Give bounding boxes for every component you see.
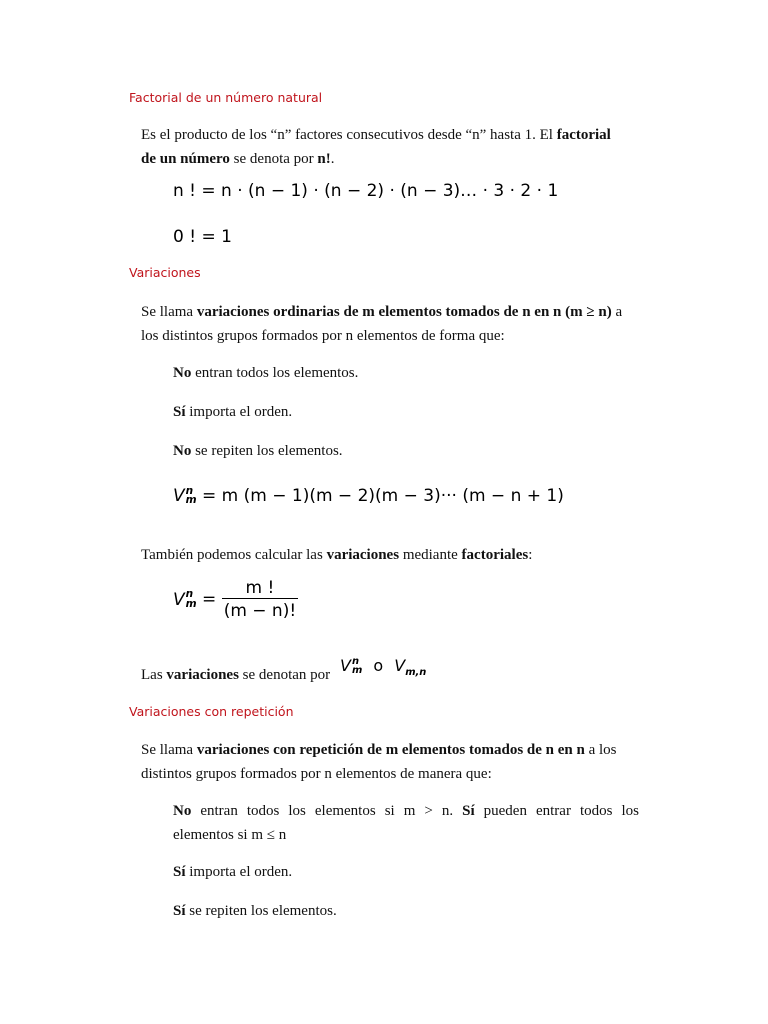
formula-rhs: = m (m − 1)(m − 2)(m − 3)··· (m − n + 1) xyxy=(202,486,564,506)
text-span: importa el orden. xyxy=(185,404,293,420)
text-span: se repiten los elementos. xyxy=(191,443,343,459)
text-span: importa el orden. xyxy=(185,864,293,880)
list-item xyxy=(173,799,639,847)
bold-term: No xyxy=(173,443,192,459)
bold-term: factoriales xyxy=(461,547,529,563)
fraction xyxy=(222,578,298,621)
v-letter: V xyxy=(394,656,406,675)
subscript: m,n xyxy=(405,667,427,679)
heading-variaciones: Variaciones xyxy=(129,265,201,280)
text-span: entran todos los elementos si m > n. xyxy=(191,803,463,819)
text-span: Se llama xyxy=(141,304,197,320)
list-item xyxy=(173,361,639,385)
superscript: n xyxy=(185,588,194,601)
bold-term: variaciones xyxy=(166,667,239,683)
bold-term: variaciones xyxy=(326,547,400,563)
list-item xyxy=(173,860,639,884)
v-indices xyxy=(185,484,197,506)
text-span: pueden entrar todos los xyxy=(474,803,639,819)
text-span: También podemos calcular las xyxy=(141,547,327,563)
fraction-numerator: m ! xyxy=(245,578,275,598)
list-item xyxy=(173,439,639,463)
or-word: o xyxy=(373,656,384,675)
text-span: . xyxy=(330,151,335,167)
superscript: n xyxy=(185,484,194,497)
v-letter: V xyxy=(173,589,185,610)
text-span: entran todos los elementos. xyxy=(191,365,359,381)
subscript: m xyxy=(351,664,363,676)
bold-term: n! xyxy=(317,151,331,167)
factorial-definition xyxy=(141,123,639,171)
variaciones-notation xyxy=(340,656,426,678)
variaciones-definition xyxy=(141,300,639,348)
zero-factorial-formula: 0 ! = 1 xyxy=(173,227,232,247)
v-symbol xyxy=(173,590,197,610)
bold-term: No xyxy=(173,365,192,381)
text-span: Las xyxy=(141,667,167,683)
v-letter: V xyxy=(340,656,351,675)
list-item xyxy=(173,400,639,424)
text-span: Es el producto de los “n” factores consecutivos desde “n” hasta 1. El xyxy=(141,127,557,143)
bold-term: No xyxy=(173,803,192,819)
v-indices xyxy=(186,590,197,609)
bold-term: Sí xyxy=(173,864,186,880)
variaciones-product-formula xyxy=(173,486,564,506)
v-indices xyxy=(351,655,363,676)
text-span: Se llama xyxy=(141,742,197,758)
heading-factorial: Factorial de un número natural xyxy=(129,90,323,105)
text-span: : xyxy=(528,547,533,563)
superscript: n xyxy=(351,655,360,667)
text-span: mediante xyxy=(399,547,462,563)
equals-sign: = xyxy=(202,589,217,610)
v-symbol xyxy=(173,486,197,506)
text-span: a xyxy=(611,304,623,320)
bold-term: Sí xyxy=(173,404,186,420)
text-span: se denota por xyxy=(229,151,318,167)
v-letter: V xyxy=(173,486,185,506)
bold-term: de un número xyxy=(141,151,230,167)
fraction-denominator: (m − n)! xyxy=(222,598,298,621)
subscript: m xyxy=(185,494,197,506)
heading-variaciones-repeticion: Variaciones con repetición xyxy=(129,704,294,719)
text-span: los distintos grupos formados por n elementos de forma que: xyxy=(141,328,505,344)
factorial-formula: n ! = n · (n − 1) · (n − 2) · (n − 3)… · 3 · 2 · 1 xyxy=(173,181,559,201)
v-symbol xyxy=(340,656,362,675)
bold-term: variaciones con repetición de m elementos tomados de n en n xyxy=(196,742,585,758)
text-span: distintos grupos formados por n elementos de manera que: xyxy=(141,766,492,782)
list-item xyxy=(173,899,639,923)
variaciones-factorial-intro xyxy=(141,543,639,567)
bold-term: factorial xyxy=(556,127,611,143)
bold-term: Sí xyxy=(462,803,475,819)
list-item-line xyxy=(173,799,639,823)
subscript: m xyxy=(185,597,197,610)
text-span: a los xyxy=(584,742,617,758)
text-span: se denotan por xyxy=(238,667,331,683)
variaciones-factorial-formula xyxy=(173,578,298,621)
bold-term: Sí xyxy=(173,903,186,919)
text-span: se repiten los elementos. xyxy=(185,903,337,919)
bold-term: variaciones ordinarias de m elementos tomados de n en n (m ≥ n) xyxy=(196,304,612,320)
repeticion-definition xyxy=(141,738,639,786)
list-item-line: elementos si m ≤ n xyxy=(173,827,287,843)
